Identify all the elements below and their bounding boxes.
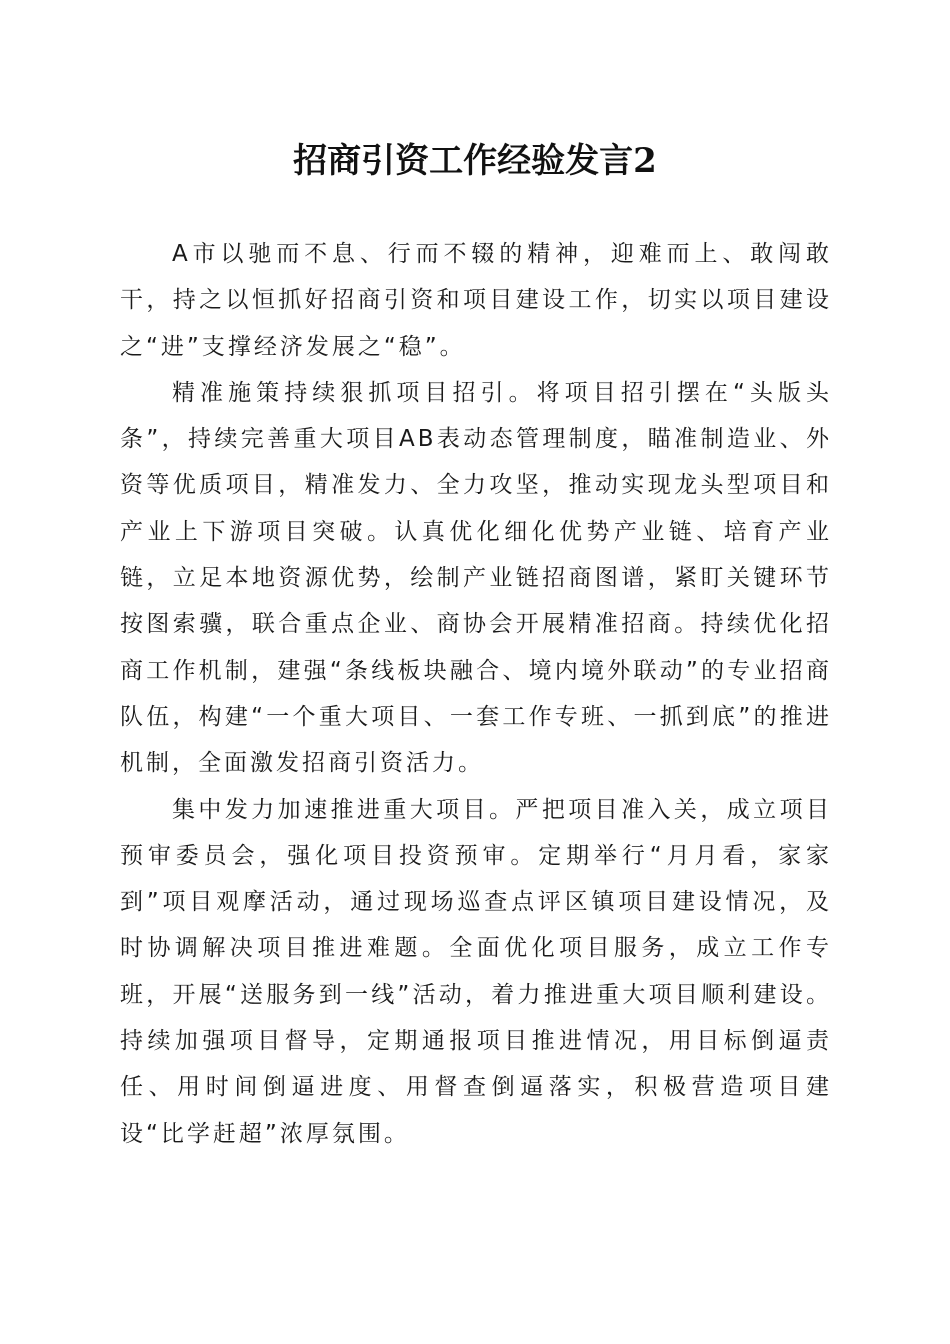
paragraph-major-projects: 集中发力加速推进重大项目。严把项目准入关，成立项目预审委员会，强化项目投资预审。定期举行“月月看，家家到”项目观摩活动，通过现场巡查点评区镇项目建设情况，及时协调解决项目推进难题。全面优化项目服务，成立工作专班，开展“送服务到一线”活动，着力推进重大项目顺利建设。持续加强项目督导，定期通报项目推进情况，用目标倒逼责任、用时间倒逼进度、用督查倒逼落实，积极营造项目建设“比学赶超”浓厚氛围。 xyxy=(120,796,832,1147)
document-title: 招商引资工作经验发言2 xyxy=(293,141,657,181)
paragraph-project-attraction: 精准施策持续狠抓项目招引。将项目招引摆在“头版头条”，持续完善重大项目AB表动态管理制度，瞄准制造业、外资等优质项目，精准发力、全力攻坚，推动实现龙头型项目和产业上下游项目突破。认真优化细化优势产业链、培育产业链，立足本地资源优势，绘制产业链招商图谱，紧盯关键环节按图索骥，联合重点企业、商协会开展精准招商。持续优化招商工作机制，建强“条线板块融合、境内境外联动”的专业招商队伍，构建“一个重大项目、一套工作专班、一抓到底”的推进机制，全面激发招商引资活力。 xyxy=(120,379,832,777)
paragraph-intro: A市以驰而不息、行而不辍的精神，迎难而上、敢闯敢干，持之以恒抓好招商引资和项目建设工作，切实以项目建设之“进”支撑经济发展之“稳”。 xyxy=(120,241,832,360)
document-body xyxy=(120,231,832,1157)
